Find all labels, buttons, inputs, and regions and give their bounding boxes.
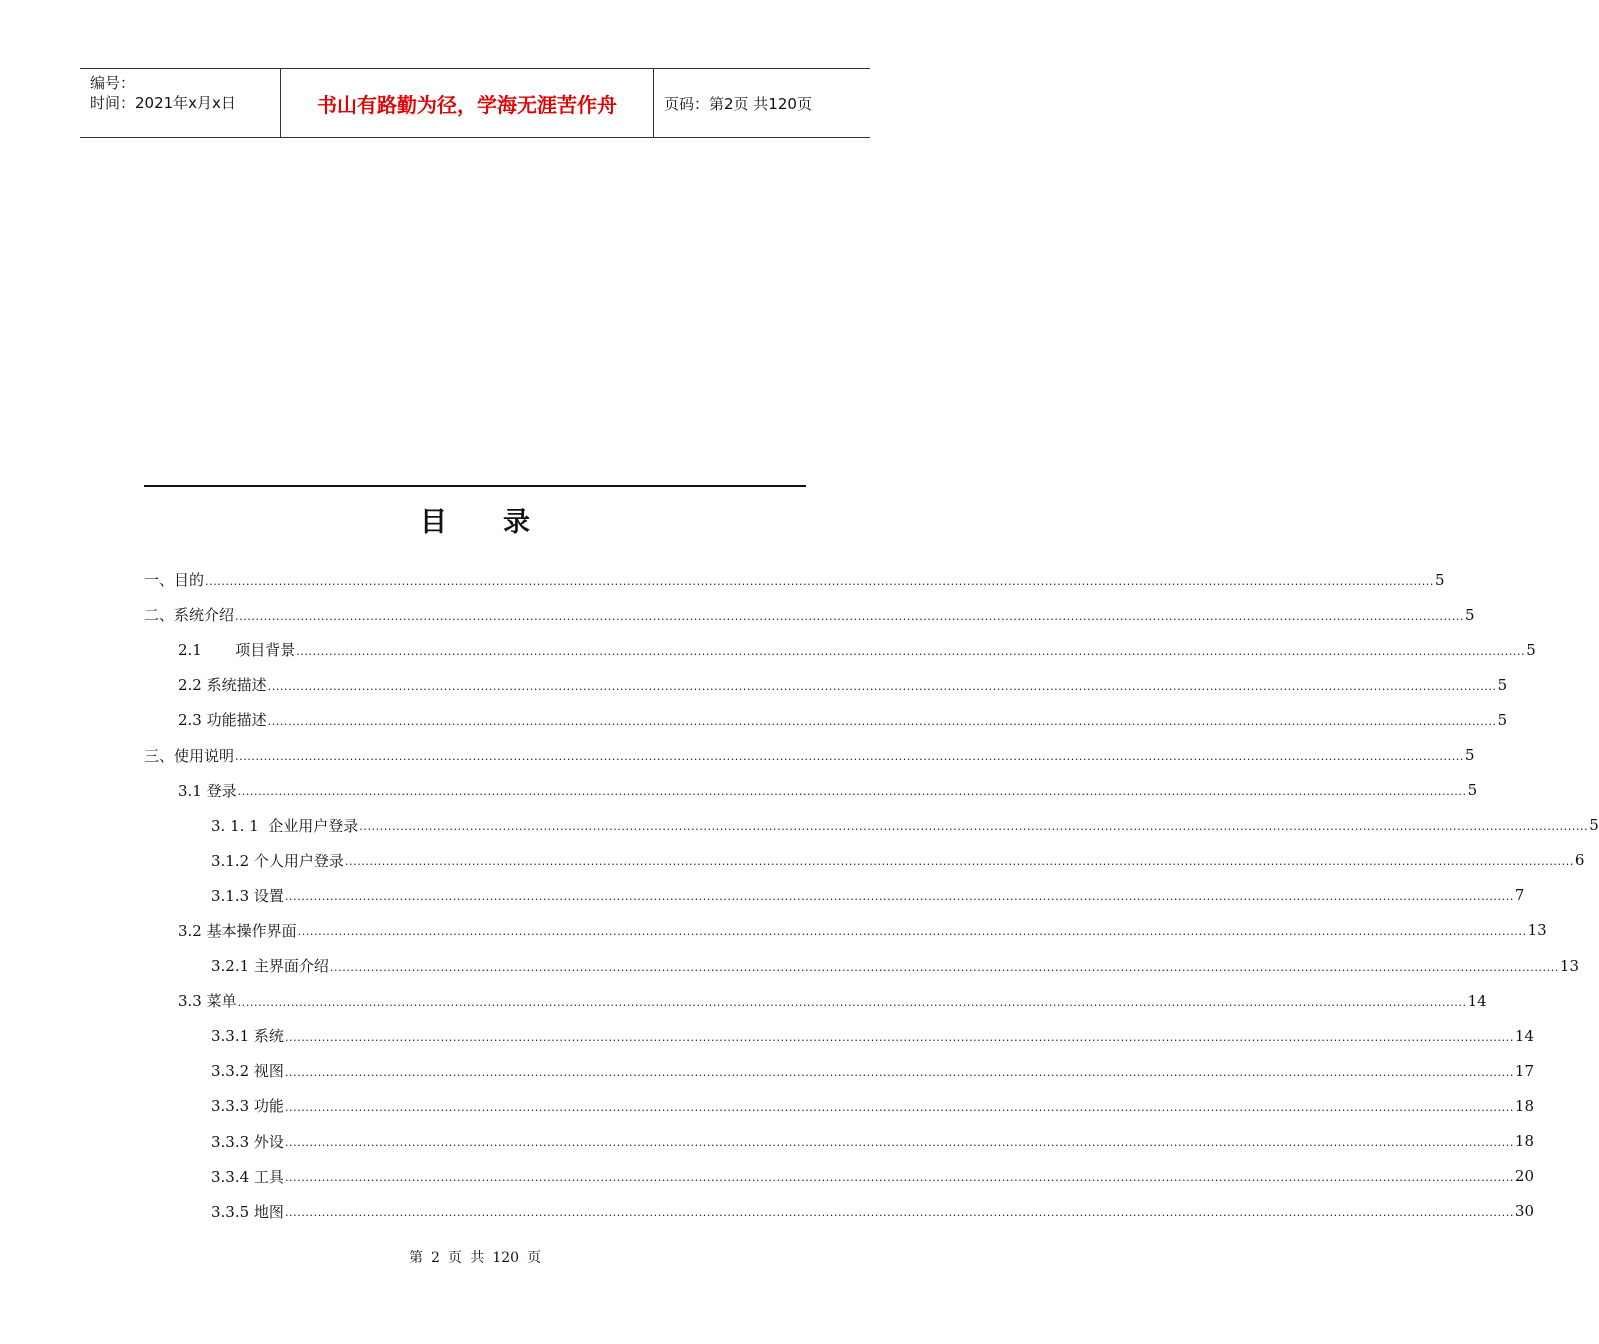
- toc-entry-label: 三、使用说明: [144, 746, 235, 765]
- toc-entry-page: 14: [1467, 991, 1487, 1010]
- toc-entry[interactable]: [144, 562, 1445, 597]
- toc-entry-label: 二、系统介绍: [144, 606, 235, 625]
- toc-entry-page: 14: [1514, 1026, 1535, 1045]
- page-footer: [0, 1247, 950, 1267]
- document-time-label: 时间：2021年x月x日: [90, 94, 236, 112]
- toc-leader-dots: ............................................................................................................................................................................................................................................................................................................: [296, 644, 1526, 658]
- toc-leader-dots: ............................................................................................................................................................................................................................................................................................................: [205, 574, 1434, 588]
- header-meta: [80, 69, 281, 137]
- footer-prefix: 第: [408, 1250, 423, 1266]
- toc-leader-dots: ............................................................................................................................................................................................................................................................................................................: [267, 679, 1497, 693]
- toc-entry-label: 3.3.2 视图: [211, 1062, 284, 1081]
- toc-entry[interactable]: [144, 808, 1599, 843]
- toc-leader-dots: ............................................................................................................................................................................................................................................................................................................: [284, 1206, 1514, 1220]
- header-page-label: 页码：第2页 共120页: [664, 94, 812, 113]
- toc-leader-dots: ............................................................................................................................................................................................................................................................................................................: [284, 890, 1514, 904]
- toc-entry-page: 6: [1574, 851, 1585, 870]
- toc-entry[interactable]: [144, 1124, 1535, 1159]
- toc-entry-page: 18: [1514, 1132, 1535, 1151]
- toc-entry-label: 3.2.1 主界面介绍: [211, 957, 329, 976]
- toc-entry[interactable]: [144, 632, 1536, 667]
- toc-entry-page: 5: [1589, 816, 1599, 835]
- toc-entry[interactable]: [144, 1053, 1535, 1088]
- toc-leader-dots: ............................................................................................................................................................................................................................................................................................................: [237, 995, 1467, 1009]
- toc-entry[interactable]: [144, 1088, 1535, 1123]
- toc-entry-page: 5: [1435, 570, 1445, 589]
- toc-entry-label: 一、目的: [144, 571, 205, 590]
- footer-total-pages: 120: [492, 1250, 520, 1266]
- toc-entry-page: 18: [1514, 1096, 1535, 1115]
- toc-entry-page: 5: [1467, 781, 1478, 800]
- toc-entry-label: 2.3 功能描述: [178, 711, 267, 730]
- toc-entry-page: 13: [1559, 956, 1580, 975]
- toc-entry-page: 5: [1497, 710, 1508, 729]
- table-of-contents: [144, 562, 1599, 1229]
- toc-leader-dots: ............................................................................................................................................................................................................................................................................................................: [329, 960, 1559, 974]
- toc-entry-label: 2.1 项目背景: [178, 641, 296, 660]
- toc-leader-dots: ............................................................................................................................................................................................................................................................................................................: [359, 820, 1589, 834]
- toc-entry-page: 7: [1514, 886, 1525, 905]
- toc-entry-label: 3.3.1 系统: [211, 1027, 284, 1046]
- toc-leader-dots: ............................................................................................................................................................................................................................................................................................................: [284, 1100, 1514, 1114]
- toc-entry[interactable]: [144, 1194, 1535, 1229]
- toc-entry[interactable]: [144, 773, 1478, 808]
- page-header: [80, 68, 870, 138]
- toc-entry[interactable]: [144, 983, 1487, 1018]
- toc-leader-dots: ............................................................................................................................................................................................................................................................................................................: [237, 785, 1467, 799]
- toc-entry-label: 3.3.4 工具: [211, 1167, 284, 1186]
- toc-leader-dots: ............................................................................................................................................................................................................................................................................................................: [267, 714, 1497, 728]
- toc-leader-dots: ............................................................................................................................................................................................................................................................................................................: [344, 855, 1574, 869]
- toc-leader-dots: ............................................................................................................................................................................................................................................................................................................: [235, 609, 1464, 623]
- toc-leader-dots: ............................................................................................................................................................................................................................................................................................................: [235, 750, 1464, 764]
- toc-entry-label: 3. 1. 1 企业用户登录: [211, 816, 359, 835]
- toc-entry[interactable]: [144, 913, 1547, 948]
- toc-entry[interactable]: [144, 597, 1475, 632]
- toc-entry-page: 13: [1527, 921, 1547, 940]
- toc-title: 目录: [420, 507, 586, 538]
- toc-entry-page: 5: [1526, 640, 1536, 659]
- toc-leader-dots: ............................................................................................................................................................................................................................................................................................................: [284, 1136, 1514, 1150]
- toc-entry-label: 2.2 系统描述: [178, 676, 267, 695]
- toc-entry[interactable]: [144, 843, 1585, 878]
- header-motto: 书山有路勤为径，学海无涯苦作舟: [281, 69, 654, 137]
- toc-leader-dots: ............................................................................................................................................................................................................................................................................................................: [284, 1171, 1514, 1185]
- toc-entry-label: 3.3 菜单: [178, 992, 237, 1011]
- toc-entry[interactable]: [144, 667, 1508, 702]
- toc-entry[interactable]: [144, 878, 1525, 913]
- toc-entry[interactable]: [144, 1018, 1535, 1053]
- document-number-label: 编号：: [90, 74, 136, 92]
- toc-entry-label: 3.2 基本操作界面: [178, 921, 297, 940]
- toc-entry-label: 3.1 登录: [178, 781, 237, 800]
- toc-entry[interactable]: [144, 737, 1475, 772]
- toc-entry-page: 5: [1497, 675, 1508, 694]
- toc-entry-page: 17: [1514, 1061, 1535, 1080]
- toc-entry-page: 5: [1465, 746, 1475, 765]
- toc-entry-page: 20: [1514, 1167, 1535, 1186]
- toc-leader-dots: ............................................................................................................................................................................................................................................................................................................: [297, 925, 1527, 939]
- footer-suffix: 页: [527, 1250, 542, 1266]
- toc-top-rule: [144, 485, 806, 487]
- toc-entry-label: 3.1.2 个人用户登录: [211, 851, 344, 870]
- toc-leader-dots: ............................................................................................................................................................................................................................................................................................................: [284, 1065, 1514, 1079]
- toc-entry-label: 3.1.3 设置: [211, 886, 284, 905]
- toc-entry-label: 3.3.3 功能: [211, 1097, 284, 1116]
- toc-entry-label: 3.3.5 地图: [211, 1202, 284, 1221]
- toc-entry-label: 3.3.3 外设: [211, 1132, 284, 1151]
- footer-current-page: 2: [430, 1250, 440, 1266]
- toc-entry[interactable]: [144, 1159, 1535, 1194]
- toc-entry[interactable]: [144, 702, 1508, 737]
- footer-middle: 页 共: [447, 1250, 485, 1266]
- toc-entry-page: 5: [1465, 605, 1475, 624]
- toc-entry[interactable]: [144, 948, 1580, 983]
- toc-entry-page: 30: [1514, 1202, 1535, 1221]
- toc-leader-dots: ............................................................................................................................................................................................................................................................................................................: [284, 1030, 1514, 1044]
